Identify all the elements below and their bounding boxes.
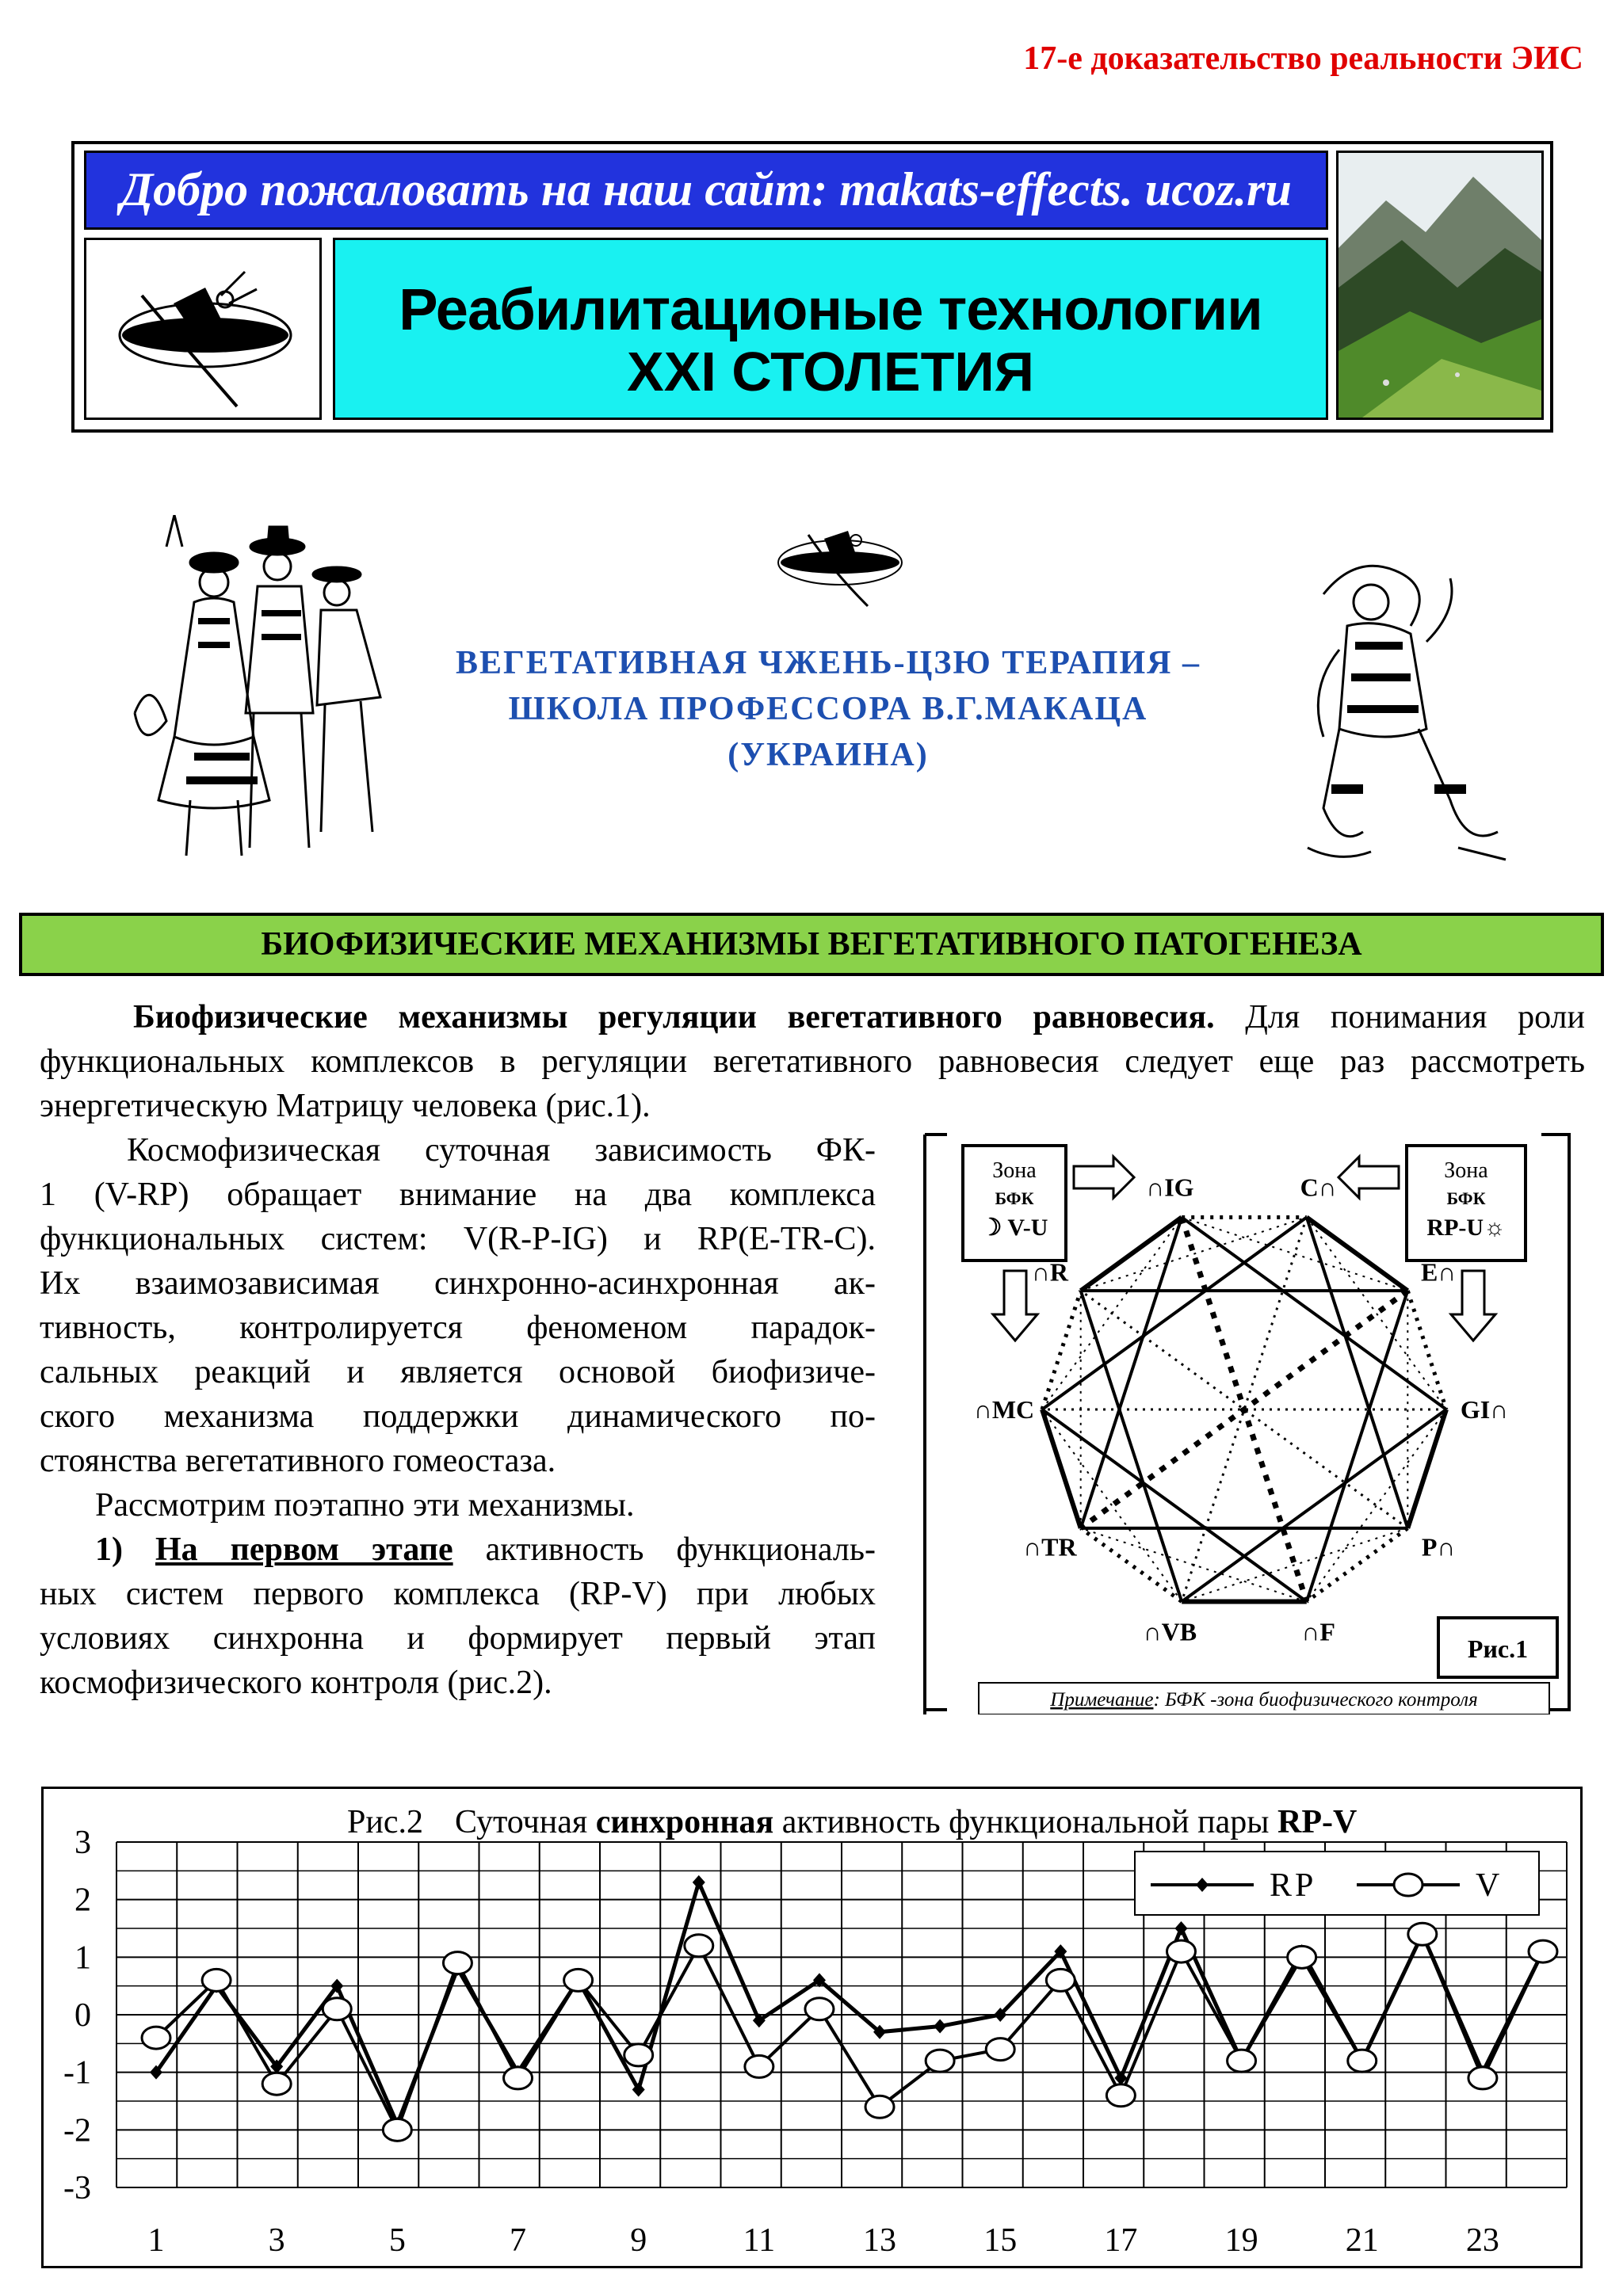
matrix-chord (1307, 1217, 1408, 1527)
zone-box-right (1407, 1146, 1526, 1261)
welcome-bar[interactable]: Добро пожаловать на наш сайт: makats-effects. ucoz.ru (84, 151, 1328, 230)
series-point-V (1408, 1923, 1437, 1945)
page-top-caption: 17-е доказательство реальности ЭИС (1023, 40, 1583, 77)
matrix-chord (1042, 1409, 1307, 1602)
chart-x-tick: 19 (1224, 2222, 1258, 2259)
matrix-node-label: ∩TR (1023, 1532, 1077, 1562)
chart-x-tick: 21 (1345, 2222, 1379, 2259)
series-point-V (1529, 1940, 1557, 1962)
school-title-line2: ШКОЛА ПРОФЕССОРА В.Г.МАКАЦА (508, 691, 1148, 727)
mountain-photo (1336, 151, 1544, 420)
series-point-V (1046, 1969, 1075, 1991)
body-line-fragment: активность функциональ- (453, 1531, 876, 1568)
section-heading: БИОФИЗИЧЕСКИЕ МЕХАНИЗМЫ ВЕГЕТАТИВНОГО ПАТОГЕНЕЗА (19, 913, 1604, 976)
series-point-V (685, 1935, 713, 1957)
matrix-edge (1407, 1291, 1446, 1409)
chart-x-tick: 3 (268, 2222, 285, 2259)
matrix-graph (1042, 1217, 1446, 1601)
matrix-dotted-chord (1307, 1409, 1446, 1602)
matrix-node-label: ∩F (1301, 1617, 1335, 1646)
series-point-V (805, 1998, 834, 2020)
chart-x-tick: 5 (388, 2222, 406, 2259)
chart-title-pair: RP-V (1277, 1804, 1358, 1840)
stage-one-line (40, 1527, 876, 1572)
rehab-banner (333, 238, 1328, 420)
zone-box-left (963, 1146, 1066, 1261)
matrix-node-label: E∩ (1420, 1257, 1457, 1287)
series-point-V (986, 2039, 1014, 2061)
matrix-chord (1182, 1409, 1446, 1602)
series-point-V (1468, 2067, 1497, 2089)
chart-x-tick: 11 (743, 2222, 776, 2259)
intro-paragraph (40, 995, 1585, 1128)
body-line: стоянства вегетативного гомеостаза. (40, 1443, 556, 1479)
body-line: Рассмотрим поэтапно эти механизмы. (95, 1487, 635, 1524)
chart-x-tick: 1 (147, 2222, 165, 2259)
series-line-RP (156, 1882, 1543, 2124)
body-line: Космофизическая суточная зависимость ФК- (127, 1132, 876, 1169)
series-point-V (926, 2050, 954, 2072)
rp-v-activity-chart (41, 1787, 1583, 2268)
matrix-dotted-chord (1081, 1217, 1307, 1291)
body-line: тивность, контролируется феноменом парадок- (40, 1310, 876, 1346)
matrix-edge (1407, 1409, 1446, 1528)
figure1-label: Рис.1 (1467, 1634, 1529, 1663)
matrix-node-label: ∩VB (1143, 1617, 1197, 1646)
chart-x-tick: 9 (630, 2222, 647, 2259)
series-point-V (745, 2055, 773, 2077)
chart-x-tick: 23 (1465, 2222, 1499, 2259)
series-point-V (142, 2027, 170, 2049)
chart-title-bold: синхронная (595, 1804, 774, 1840)
body-line: функциональных систем: V(R-P-IG) и RP(E-TR-C). (40, 1221, 876, 1257)
chart-title-prefix: Рис.2 (347, 1804, 423, 1840)
matrix-chord (1307, 1291, 1408, 1601)
mountain-photo-image (1338, 153, 1541, 418)
figure1-note-label: Примечание (1050, 1689, 1154, 1711)
zone-left-code: ☽ V-U (980, 1215, 1048, 1241)
matrix-node-label: C∩ (1300, 1173, 1337, 1202)
matrix-node-label: ∩MC (973, 1395, 1035, 1424)
figure1-note (1049, 1689, 1477, 1711)
chart-title-plain: Суточная (454, 1804, 596, 1840)
body-line: ных систем первого комплекса (RP-V) при любых (40, 1576, 876, 1612)
series-point-RP (934, 2019, 946, 2034)
matrix-dotted-chord (1042, 1409, 1182, 1602)
series-point-V (323, 1998, 351, 2020)
body-line: космофизического контроля (рис.2). (40, 1665, 552, 1701)
stage-number: 1) (95, 1531, 123, 1568)
body-line: сальных реакций и является основой биофизиче- (40, 1354, 876, 1390)
body-line: 1 (V-RP) обращает внимание на два комплекса (40, 1177, 876, 1213)
matrix-node-label: ∩R (1031, 1257, 1068, 1287)
body-line: Их взаимозависимая синхронно-асинхронная ак- (40, 1265, 876, 1302)
series-point-V (504, 2067, 533, 2089)
chart-y-tick: 2 (74, 1882, 91, 1919)
series-point-V (262, 2073, 291, 2095)
legend-label-V: V (1476, 1867, 1503, 1904)
legend-marker-V (1394, 1874, 1423, 1896)
matrix-node-label: GI∩ (1460, 1395, 1509, 1424)
figure1-note-text: : БФК -зона биофизического контроля (1153, 1689, 1478, 1711)
series-point-V (865, 2096, 894, 2118)
atom-logo-icon (86, 240, 319, 418)
school-title-line3: (УКРАИНА) (727, 737, 929, 773)
series-point-V (443, 1952, 472, 1974)
matrix-chord (1081, 1291, 1182, 1601)
intro-text: Для понимания роли функциональных комплексов в регуляции вегетативного равновесия следует еще раз рассмотреть энергетическую Матрицу человека (рис.1). (40, 999, 1585, 1124)
banner-title-line2: XXI СТОЛЕТИЯ (627, 341, 1034, 402)
series-point-V (1348, 2050, 1377, 2072)
matrix-chord (1081, 1217, 1182, 1527)
matrix-dotted-chord (1182, 1528, 1407, 1602)
body-line: условиях синхронна и формирует первый этап (40, 1620, 876, 1657)
legend-label-RP: RP (1270, 1867, 1317, 1904)
zone-left-title: Зона (992, 1158, 1037, 1183)
body-line: ского механизма поддержки динамического по- (40, 1398, 876, 1435)
left-column-text (40, 1128, 876, 1705)
folk-dancer-illustration (1276, 547, 1514, 879)
chart-title-rest: активность функциональной пары (773, 1804, 1277, 1840)
chart-y-tick: -1 (63, 2054, 91, 2092)
school-title (333, 640, 1323, 778)
series-point-V (564, 1969, 593, 1991)
intro-bold-lead: Биофизические механизмы регуляции вегетативного равновесия. (133, 999, 1215, 1035)
zone-right-title: Зона (1444, 1158, 1488, 1183)
matrix-node-label: ∩IG (1146, 1173, 1194, 1202)
series-point-V (1167, 1940, 1195, 1962)
chart-x-tick: 13 (863, 2222, 897, 2259)
chart-y-tick: 1 (74, 1939, 91, 1977)
chart-x-tick-labels (148, 2222, 1499, 2259)
chart-x-tick: 15 (983, 2222, 1018, 2259)
banner-title-line1: Реабилитационые технологии (399, 277, 1262, 342)
series-point-V (202, 1969, 231, 1991)
series-point-V (1288, 1946, 1316, 1968)
series-point-V (383, 2119, 411, 2141)
chart-title (347, 1804, 1357, 1840)
matrix-edge (1042, 1409, 1081, 1528)
matrix-dotted-chord (1182, 1217, 1407, 1291)
matrix-edge (1307, 1528, 1408, 1602)
series-point-RP (693, 1875, 705, 1890)
series-point-V (1106, 2084, 1135, 2107)
matrix-edge (1081, 1528, 1182, 1602)
matrix-chord (1042, 1217, 1307, 1409)
chart-y-tick: 3 (74, 1825, 91, 1861)
series-point-V (1228, 2050, 1256, 2072)
zone-right-code: RP-U☼ (1426, 1215, 1506, 1241)
matrix-edge (1081, 1217, 1182, 1291)
chart-y-tick-labels (63, 1825, 91, 2206)
chart-y-tick: -2 (63, 2112, 91, 2149)
matrix-node-label: P∩ (1421, 1532, 1456, 1562)
chart-legend (1135, 1852, 1539, 1915)
zone-left-sub: БФК (995, 1188, 1034, 1208)
school-title-line1: ВЕГЕТАТИВНАЯ ЧЖЕНЬ-ЦЗЮ ТЕРАПИЯ – (455, 645, 1201, 681)
stage-label: На первом этапе (155, 1531, 453, 1568)
small-atom-logo-icon (761, 515, 919, 610)
series-point-V (624, 2044, 653, 2066)
chart-x-tick: 17 (1104, 2222, 1138, 2259)
matrix-edge (1042, 1291, 1081, 1409)
zone-right-sub: БФК (1446, 1188, 1486, 1208)
chart-y-tick: 0 (74, 1997, 91, 2034)
energy-matrix-figure (915, 1128, 1573, 1714)
atom-logo-box (84, 238, 322, 420)
chart-x-tick: 7 (510, 2222, 527, 2259)
matrix-edge (1307, 1217, 1408, 1291)
chart-y-tick: -3 (63, 2170, 91, 2206)
